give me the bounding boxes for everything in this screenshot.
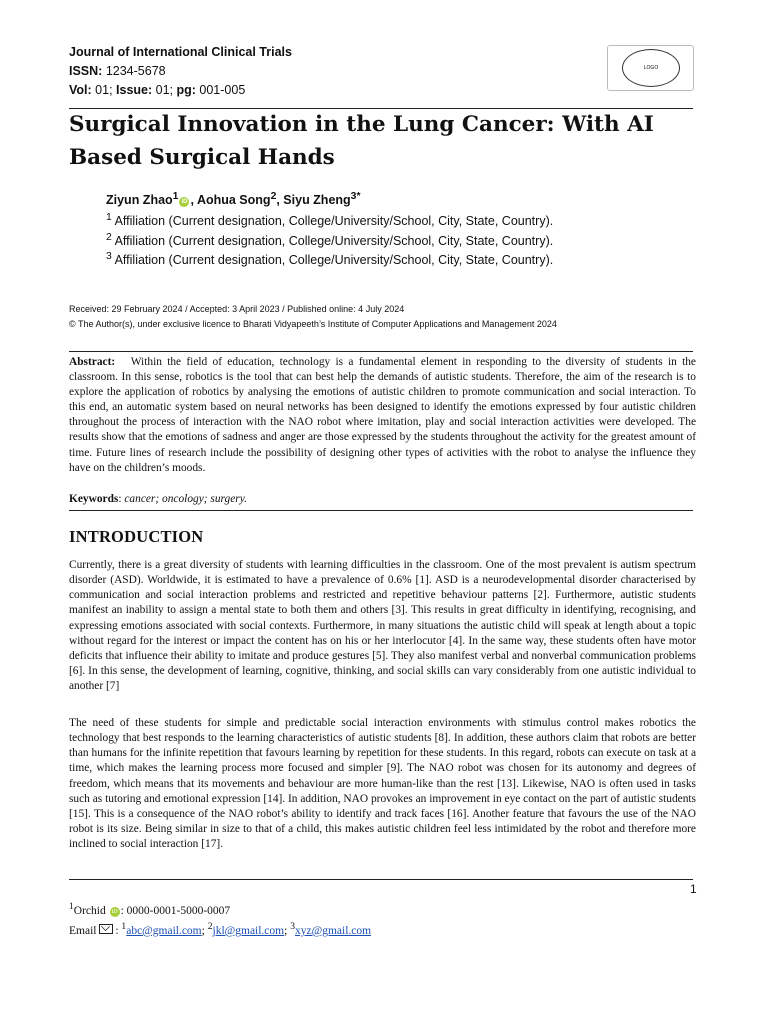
mail-icon <box>99 924 113 934</box>
orcid-icon[interactable]: iD <box>181 199 188 206</box>
journal-name: Journal of International Clinical Trials <box>69 45 292 59</box>
intro-paragraph-1: Currently, there is a great diversity of students with learning difficulties in the classroom. One of the most prevalent is autism spectrum disorder (ASD). Worldwide, it is estimated to have a prevalence of 0.6% [1]. ASD is a neurodevelopmental disorder characterised by communication and social interaction problems and restricted and repetitive behaviour patterns [2]. Furthermore, autistic students manifest an inability to assign a mental state to both them and others [3]. This results in great difficulty in identifying, recognising, and expressing emotions associated with social contexts. Furthermore, in many situations the autistic child will speak at length about a topic without regard for the interest or impact the content has on his or her interlocutor [4]. In the same way, these students often have motor deficits that influence their ability to imitate and produce gestures [5]. They also manifest verbal and nonverbal communication problems [6]. In this sense, the development of learning, cognitive, thinking, and social skills can vary considerably from one autistic individual to another [7] <box>69 559 696 693</box>
author-list: Ziyun Zhao$^1$iD , Aohua Song$^2$, Siyu Zheng$^{3*}$ <box>106 191 361 208</box>
footer-divider <box>69 879 693 880</box>
author-3: , Siyu Zheng <box>276 193 351 208</box>
abstract-text: Within the field of education, technology is a fundamental element in responding to the diversity of students in the classroom. In this sense, robotics is the tool that can best help the demands of autistic students. Therefore, the aim of the research is to explore the application of robotics by analysing the emotions of autistic children to promote communication and social interaction. To this end, an automatic system based on neural networks has been designed to identify the emotions expressed by four autistic children throughout the process of interaction with the NAO robot where imitation, play and social interaction activities were developed. The results show that the emotions of sadness and anger are those expressed by the students throughout the activity for the greatest amount of time. Future lines of research include the possibility of designing other types of activities with the robot to analyse the influence they have on the children’s moods. <box>69 356 699 474</box>
journal-header <box>69 43 292 100</box>
affiliation-3: $^3$ Affiliation (Current designation, College/University/School, City, State, Country). <box>106 251 554 268</box>
logo-placeholder: LOGO <box>622 49 680 87</box>
section-heading: INTRODUCTION <box>69 527 204 546</box>
paper-title: Surgical Innovation in the Lung Cancer: With AI Based Surgical Hands <box>69 112 654 170</box>
page-number: 1 <box>690 882 697 896</box>
copyright-line: © The Author(s), under exclusive licence to Bharati Vidyapeeth’s Institute of Computer Applications and Management 2024 <box>69 319 557 329</box>
email-line: Email : $^1$abc@gmail.com; $^2$jkl@gmail.com; $^3$xyz@gmail.com <box>69 920 372 937</box>
affiliation-2: $^2$ Affiliation (Current designation, College/University/School, City, State, Country). <box>106 232 554 249</box>
affiliation-1: $^1$ Affiliation (Current designation, College/University/School, City, State, Country). <box>106 212 554 229</box>
orcid-icon[interactable]: iD <box>111 908 118 915</box>
email-link-2[interactable]: jkl@gmail.com <box>212 924 285 937</box>
abstract-label: Abstract: <box>69 356 116 368</box>
orchid-line: $^1$Orchid iD : 0000-0001-5000-0007 <box>69 901 231 917</box>
journal-volume: Vol: 01; Issue: 01; pg: 001-005 <box>69 83 246 97</box>
publication-dates <box>69 302 557 332</box>
abstract <box>69 355 699 476</box>
author-2: , Aohua Song <box>190 193 271 208</box>
email-link-1[interactable]: abc@gmail.com <box>126 924 202 937</box>
journal-logo <box>607 45 694 91</box>
keywords-label: Keywords <box>69 493 119 505</box>
journal-issn: ISSN: 1234-5678 <box>69 64 166 78</box>
footnote <box>69 899 371 939</box>
abstract-bottom-divider <box>69 510 693 511</box>
author-1: Ziyun Zhao <box>106 193 173 208</box>
keywords: Keywords: cancer; oncology; surgery. <box>69 493 247 505</box>
email-link-3[interactable]: xyz@gmail.com <box>295 924 372 937</box>
intro-paragraph-2: The need of these students for simple and predictable social interaction environments with stimulus control makes robotics the technology that best responds to the learning characteristics of autistic students [8]. In addition, these authors claim that robots are better than humans for the infinite repetition that favours learning by repetition for these students. In this regard, robots can execute on task at a time, which makes the learning process more focused and simpler [9]. The NAO robot was chosen for its autonomy and degrees of freedom, which means that its movements and behaviour are more human-like than the rest [13]. Likewise, NAO is often used in tasks such as tutoring and emotional expression [14]. In addition, NAO provokes an improvement in eye contact on the part of autistic students [15]. This is a consequence of the NAO robot’s ability to identify and track faces [16]. Another feature that favours the use of the NAO robot is its size. Being similar in size to that of a child, this makes autistic children feel less intimidated by the robot and therefore more inclined to social interaction [17]. <box>69 717 696 851</box>
abstract-top-divider <box>69 351 693 352</box>
date-line: Received: 29 February 2024 / Accepted: 3 April 2023 / Published online: 4 July 2024 <box>69 304 405 314</box>
keywords-text: cancer; oncology; surgery. <box>124 493 247 505</box>
